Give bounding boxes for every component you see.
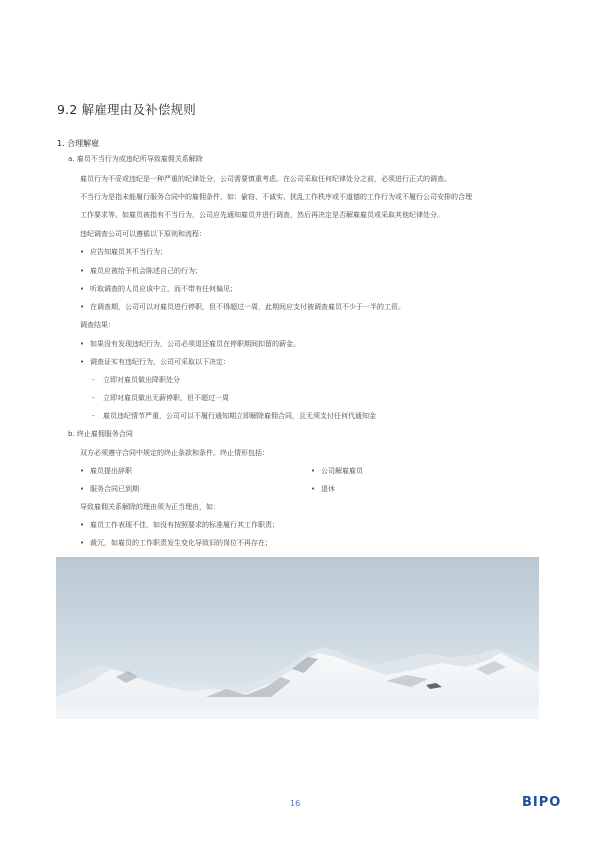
paragraph: 调查结果： bbox=[80, 321, 115, 329]
list-item: • 听取调查的人员应该中立，而不带有任何偏见； bbox=[80, 285, 237, 293]
list-item: • 退休 bbox=[311, 485, 335, 493]
item-a-heading: a. 雇员不当行为或违纪所导致雇佣关系解除 bbox=[68, 155, 203, 163]
list-item: • 雇员工作表现不佳，如没有按照要求的标准履行其工作职责； bbox=[80, 521, 279, 529]
list-item: • 公司解雇雇员 bbox=[311, 467, 363, 475]
paragraph: 不当行为是指未能履行服务合同中的雇佣条件，如：偷窃、不诚实、扰乱工作秩序或不道德的工作行为或不履行公司安排的合理 bbox=[80, 193, 472, 201]
list-item: • 服务合同已到期 bbox=[80, 485, 139, 493]
page-number: 16 bbox=[290, 799, 301, 808]
paragraph: 导致雇佣关系解除的理由须为正当理由，如： bbox=[80, 503, 220, 511]
list-item: • 裁冗，如雇员的工作职责发生变化导致旧的岗位不再存在； bbox=[80, 539, 272, 547]
item-b-heading: b. 终止雇佣服务合同 bbox=[68, 430, 133, 438]
list-item: • 应告知雇员其不当行为； bbox=[80, 248, 167, 256]
paragraph: 雇员行为不妥或违纪是一种严重的纪律处分，公司需要慎重考虑。在公司采取任何纪律处分之前，必须进行正式的调查。 bbox=[80, 175, 451, 183]
paragraph: 违纪调查公司可以遵循以下原则和流程： bbox=[80, 230, 206, 238]
company-logo: BIPO bbox=[522, 795, 562, 810]
bullet-icon: • bbox=[80, 521, 85, 529]
bullet-icon: • bbox=[80, 539, 85, 547]
bullet-icon: • bbox=[80, 267, 85, 275]
bullet-icon: • bbox=[80, 248, 85, 256]
sub-list-item: - 立即对雇员做出无薪停职，但不超过一周 bbox=[92, 394, 229, 402]
dash-icon: - bbox=[92, 412, 95, 420]
sub-list-item: - 雇员违纪情节严重，公司可以不履行通知期立即解除雇佣合同，且无须支付任何代通知金 bbox=[92, 412, 376, 420]
paragraph: 工作要求等。如雇员被指有不当行为，公司应先通知雇员并进行调查，然后再决定是否解雇雇员或采取其他纪律处分。 bbox=[80, 211, 444, 219]
list-item: • 在调查期，公司可以对雇员进行停职，但不得超过一周，此期间应支付被调查雇员不少于一半的工资。 bbox=[80, 303, 405, 311]
dash-icon: - bbox=[92, 394, 95, 402]
bullet-icon: • bbox=[80, 285, 85, 293]
list-item: • 如果没有发现违纪行为，公司必须退还雇员在停职期间扣留的薪金。 bbox=[80, 340, 300, 348]
bullet-icon: • bbox=[80, 303, 85, 311]
bullet-icon: • bbox=[311, 467, 316, 475]
sub-list-item: - 立即对雇员做出降职处分 bbox=[92, 376, 180, 384]
paragraph: 双方必须遵守合同中规定的终止条款和条件。终止情形包括： bbox=[80, 449, 269, 457]
bullet-icon: • bbox=[80, 485, 85, 493]
list-item: • 雇员提出辞职 bbox=[80, 467, 132, 475]
bullet-icon: • bbox=[311, 485, 316, 493]
snowy-mountain-photo bbox=[56, 557, 539, 719]
list-item: • 雇员应被给予机会陈述自己的行为； bbox=[80, 267, 202, 275]
dash-icon: - bbox=[92, 376, 95, 384]
bullet-icon: • bbox=[80, 467, 85, 475]
subsection-heading: 1. 合理解雇 bbox=[57, 139, 100, 148]
bullet-icon: • bbox=[80, 340, 85, 348]
bullet-icon: • bbox=[80, 358, 85, 366]
list-item: • 调查证实有违纪行为，公司可采取以下决定： bbox=[80, 358, 230, 366]
section-title: 9.2 解雇理由及补偿规则 bbox=[57, 102, 196, 117]
